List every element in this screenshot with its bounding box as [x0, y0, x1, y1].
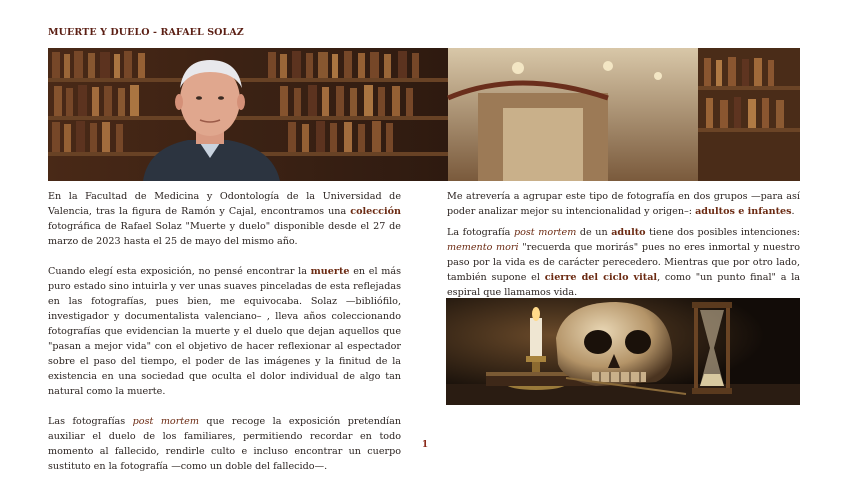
highlight-coleccion: colección: [350, 206, 401, 217]
highlight-muerte: muerte: [310, 266, 350, 277]
page-number: 1: [421, 440, 429, 450]
paragraph-groups: Me atrevería a agrupar este tipo de fotografía en dos grupos —para así poder analizar mejor su intencionalidad y origen–: adultos e infantes.: [447, 191, 800, 217]
paragraph-exhibition-intro: En la Facultad de Medicina y Odontología de la Universidad de Valencia, tras la figura de Ramón y Cajal, encontramos una colección fotográfica de Rafael Solaz "Muerte y duelo" disponible desde el 27 de marzo de 2023 hasta el 25 de mayo del mismo año.: [48, 191, 401, 247]
emphasis-memento-mori: memento mori: [447, 242, 519, 253]
skull-candle-hourglass-picture: [446, 298, 800, 405]
highlight-adulto: adulto: [611, 227, 646, 238]
banner-image: [48, 48, 800, 181]
emphasis-post-mortem: post mortem: [132, 416, 199, 427]
right-column: [447, 189, 800, 300]
highlight-adultos-infantes: adultos e infantes: [695, 206, 792, 217]
document-header: MUERTE Y DUELO - RAFAEL SOLAZ: [48, 27, 244, 38]
paragraph-post-mortem-purpose: Las fotografías post mortem que recoge la exposición pretendían auxiliar el duelo de los familiares, permitiendo recordar en todo momento al fallecido, rendirle culto e incluso encontrar un cuerpo sustituto en la fotografía —como un doble del fallecido—.: [48, 416, 401, 472]
highlight-cierre-ciclo-vital: cierre del ciclo vital: [544, 272, 658, 283]
paragraph-adult-photography: La fotografía post mortem de un adulto tiene dos posibles intenciones: memento mori "recuerda que morirás" pues no eres inmortal y nuestro paso por la vida es de carácter perecedero. Mientras que por otro lado, también supone el cierre del ciclo vital, como "un punto final" a la espiral que llamamos vida.: [447, 227, 801, 298]
left-column: [48, 189, 401, 474]
library-portrait-picture: [48, 48, 800, 181]
memento-mori-still-life-image: [446, 298, 800, 405]
paragraph-solaz-description: Cuando elegí esta exposición, no pensé encontrar la muerte en el más puro estado sino intuirla y ver unas suaves pinceladas de esta reflejadas en las fotografías, pues bien, me equivocaba. Solaz —bibliófilo, investigador y documentalista valenciano– , lleva años coleccionando fotografías que evidencian la muerte y el duelo que dejan aquellos que "pasan a mejor vida" con el objetivo de hacer reflexionar al espectador sobre el paso del tiempo, el poder de las imágenes y la finitud de la existencia en una sociedad que oculta el dolor individual de algo tan natural como la muerte.: [48, 266, 401, 397]
emphasis-post-mortem: post mortem: [513, 227, 577, 238]
